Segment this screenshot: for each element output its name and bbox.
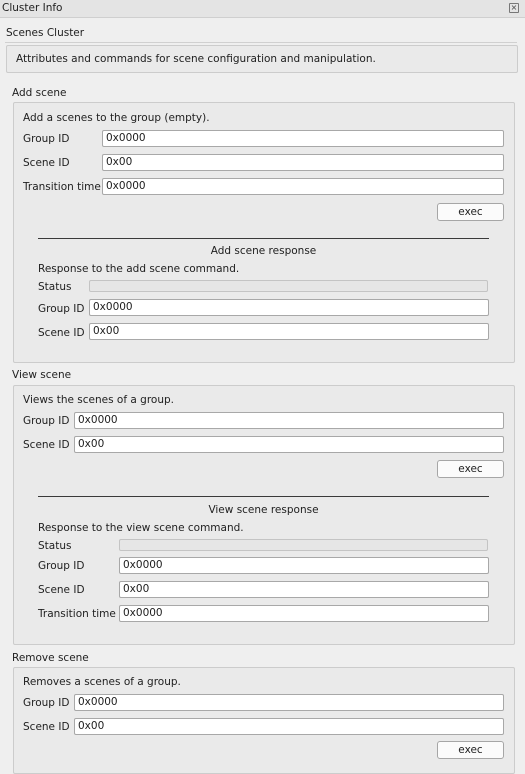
remove-scene-title: Remove scene (12, 652, 89, 664)
view-scene-description: Views the scenes of a group. (23, 394, 174, 406)
view-scene-scene-id-label: Scene ID (23, 439, 70, 451)
cluster-name: Scenes Cluster (6, 27, 85, 39)
view-scene-scene-id-input[interactable]: 0x00 (74, 436, 504, 453)
add-scene-group (13, 102, 515, 363)
view-scene-response-transition-time-input[interactable]: 0x0000 (119, 605, 489, 622)
remove-scene-group-id-input[interactable]: 0x0000 (74, 694, 504, 711)
add-scene-response-separator (38, 238, 489, 239)
remove-scene-scene-id-input[interactable]: 0x00 (74, 718, 504, 735)
view-scene-response-scene-id-input[interactable]: 0x00 (119, 581, 489, 598)
remove-scene-exec-button[interactable]: exec (437, 741, 504, 759)
add-scene-response-title: Add scene response (210, 245, 317, 257)
add-scene-response-scene-id-label: Scene ID (38, 327, 85, 339)
add-scene-group-id-input[interactable]: 0x0000 (102, 130, 504, 147)
remove-scene-group-id-label: Group ID (23, 697, 70, 709)
add-scene-response-group-id-input[interactable]: 0x0000 (89, 299, 489, 316)
add-scene-description: Add a scenes to the group (empty). (23, 112, 210, 124)
view-scene-status-bar (119, 539, 488, 551)
cluster-divider (5, 42, 517, 43)
view-scene-group-id-input[interactable]: 0x0000 (74, 412, 504, 429)
view-scene-group-id-label: Group ID (23, 415, 70, 427)
add-scene-scene-id-input[interactable]: 0x00 (102, 154, 504, 171)
add-scene-response-scene-id-input[interactable]: 0x00 (89, 323, 489, 340)
add-scene-exec-button[interactable]: exec (437, 203, 504, 221)
cluster-description: Attributes and commands for scene configuration and manipulation. (16, 53, 376, 65)
view-scene-response-description: Response to the view scene command. (38, 522, 244, 534)
view-scene-exec-button[interactable]: exec (437, 460, 504, 478)
add-scene-status-label: Status (38, 281, 72, 293)
view-scene-response-transition-time-label: Transition time (38, 608, 116, 620)
add-scene-title: Add scene (12, 87, 67, 99)
add-scene-transition-time-input[interactable]: 0x0000 (102, 178, 504, 195)
add-scene-response-description: Response to the add scene command. (38, 263, 240, 275)
remove-scene-scene-id-label: Scene ID (23, 721, 70, 733)
add-scene-scene-id-label: Scene ID (23, 157, 70, 169)
add-scene-group-id-label: Group ID (23, 133, 70, 145)
close-icon[interactable]: × (510, 3, 518, 12)
view-scene-response-group-id-input[interactable]: 0x0000 (119, 557, 489, 574)
view-scene-group (13, 385, 515, 645)
window-titlebar (0, 0, 525, 18)
window-title: Cluster Info (2, 2, 63, 14)
remove-scene-group (13, 667, 515, 774)
view-scene-response-separator (38, 496, 489, 497)
view-scene-status-label: Status (38, 540, 72, 552)
view-scene-title: View scene (12, 369, 72, 381)
add-scene-response-group-id-label: Group ID (38, 303, 85, 315)
add-scene-transition-time-label: Transition time (23, 181, 101, 193)
add-scene-status-bar (89, 280, 488, 292)
view-scene-response-title: View scene response (208, 504, 319, 516)
view-scene-response-group-id-label: Group ID (38, 560, 85, 572)
cluster-description-box (6, 45, 518, 73)
view-scene-response-scene-id-label: Scene ID (38, 584, 85, 596)
remove-scene-description: Removes a scenes of a group. (23, 676, 181, 688)
